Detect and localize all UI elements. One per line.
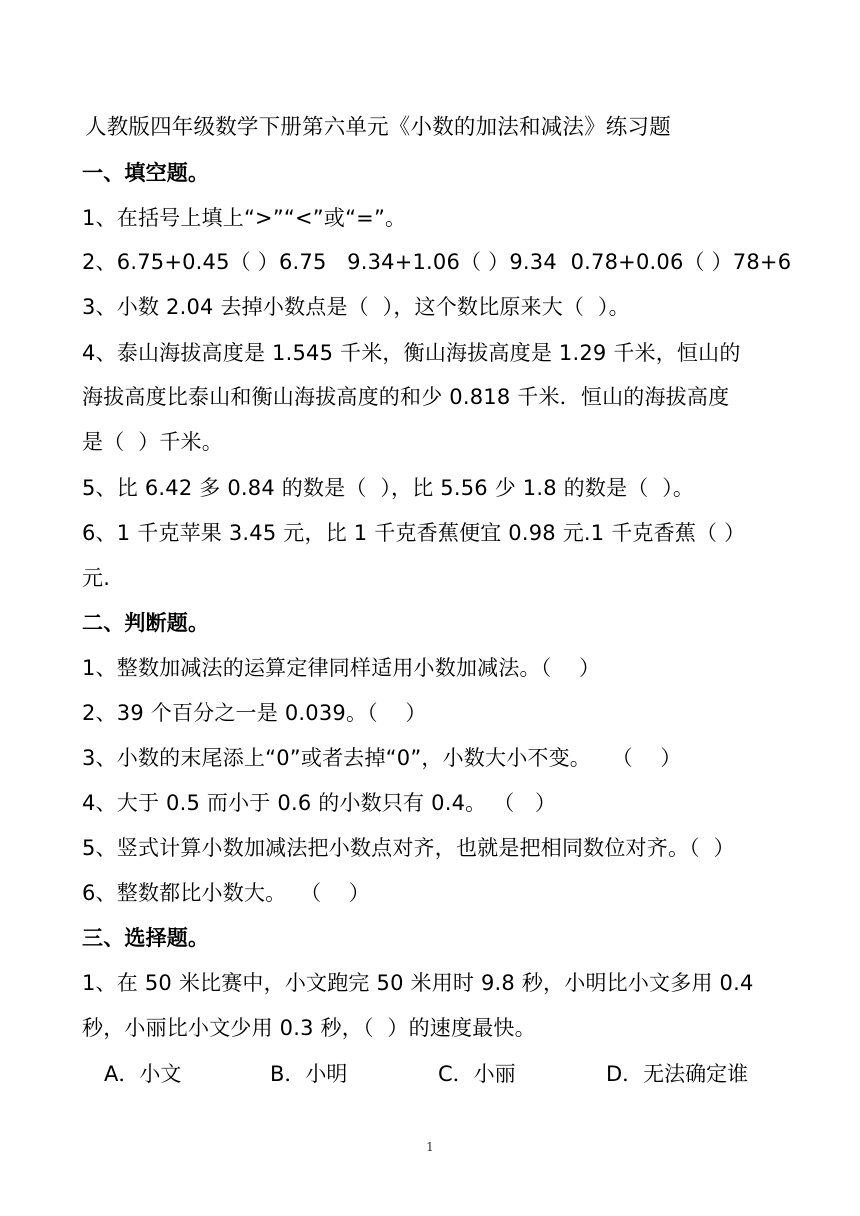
fill-blank-question-2: 2、6.75+0.45（ ）6.75 9.34+1.06（ ）9.34 0.78+0.06（ ）78+6 (82, 250, 792, 274)
true-false-question-5: 5、竖式计算小数加减法把小数点对齐，也就是把相同数位对齐。（ ） (82, 836, 735, 860)
fill-blank-question-3: 3、小数 2.04 去掉小数点是（ ），这个数比原来大（ ）。 (82, 295, 630, 319)
choice-option-c: C．小丽 (438, 1062, 516, 1086)
true-false-question-6: 6、整数都比小数大。 （ ） (82, 881, 371, 905)
fill-blank-question-6-line-1: 6、1 千克苹果 3.45 元，比 1 千克香蕉便宜 0.98 元.1 千克香蕉（ ） (82, 521, 746, 545)
true-false-question-2: 2、39 个百分之一是 0.039。（ ） (82, 701, 427, 725)
true-false-question-4: 4、大于 0.5 而小于 0.6 的小数只有 0.4。 （ ） (82, 791, 557, 815)
page-number: 1 (426, 1140, 434, 1154)
section-heading-multiple-choice: 三、选择题。 (82, 926, 210, 950)
fill-blank-question-1: 1、在括号上填上“>”“<”或“=”。 (82, 206, 407, 230)
section-heading-fill-blank: 一、填空题。 (82, 161, 210, 185)
multiple-choice-question-1-line-2: 秒，小丽比小文少用 0.3 秒，（ ）的速度最快。 (82, 1016, 536, 1040)
fill-blank-question-6-line-2: 元. (82, 566, 111, 590)
choice-option-b: B．小明 (270, 1062, 348, 1086)
choice-option-a: A．小文 (104, 1062, 182, 1086)
fill-blank-question-5: 5、比 6.42 多 0.84 的数是（ ），比 5.56 少 1.8 的数是（ ）。 (82, 476, 695, 500)
fill-blank-question-4-line-3: 是（ ）千米。 (82, 430, 223, 454)
section-heading-true-false: 二、判断题。 (82, 611, 210, 635)
true-false-question-3: 3、小数的末尾添上“0”或者去掉“0”，小数大小不变。 （ ） (82, 746, 682, 770)
multiple-choice-question-1-line-1: 1、在 50 米比赛中，小文跑完 50 米用时 9.8 秒，小明比小文多用 0.4 (82, 971, 754, 995)
true-false-question-1: 1、整数加减法的运算定律同样适用小数加减法。（ ） (82, 656, 601, 680)
fill-blank-question-4-line-1: 4、泰山海拔高度是 1.545 千米，衡山海拔高度是 1.29 千米，恒山的 (82, 341, 741, 365)
choice-option-d: D．无法确定谁 (606, 1062, 749, 1086)
fill-blank-question-4-line-2: 海拔高度比泰山和衡山海拔高度的和少 0.818 千米．恒山的海拔高度 (82, 385, 730, 409)
document-title: 人教版四年级数学下册第六单元《小数的加法和减法》练习题 (85, 115, 671, 140)
